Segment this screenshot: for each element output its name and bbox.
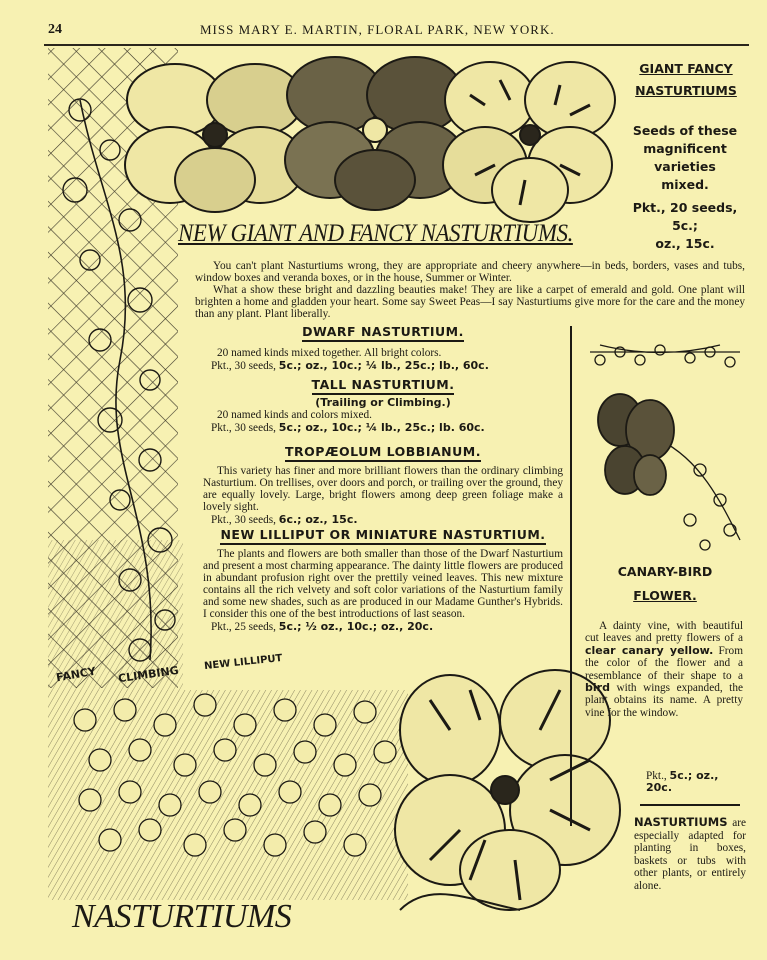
canary-description	[585, 620, 743, 719]
giant-fancy-desc-line4: mixed.	[661, 177, 709, 192]
lilliput-price-prefix: Pkt., 25 seeds,	[211, 621, 276, 633]
intro-text	[195, 260, 745, 320]
canary-title-line2: FLOWER.	[633, 588, 697, 603]
giant-fancy-desc-line3: varieties	[654, 159, 716, 174]
giant-fancy-desc-line2: magnificent	[643, 141, 727, 156]
nasturtiums-note-lead: NASTURTIUMS	[634, 815, 728, 829]
banner-title: NEW GIANT AND FANCY NASTURTIUMS.	[178, 220, 573, 247]
canary-text-a: A dainty vine, with beautiful cut leaves and pretty flowers of a	[585, 620, 743, 645]
dwarf-heading: DWARF NASTURTIUM.	[302, 324, 464, 342]
dwarf-price: 5c.; oz., 10c.; ¼ lb., 25c.; lb., 60c.	[278, 359, 489, 372]
tall-price: 5c.; oz., 10c.; ¼ lb., 25c.; lb. 60c.	[278, 421, 485, 434]
tall-subheading: (Trailing or Climbing.)	[315, 396, 451, 409]
tall-heading: TALL NASTURTIUM.	[312, 377, 455, 395]
box-left-rule	[570, 326, 572, 826]
lobbianum-section	[203, 444, 563, 526]
tall-price-prefix: Pkt., 30 seeds,	[211, 422, 276, 434]
dwarf-price-prefix: Pkt., 30 seeds,	[211, 360, 276, 372]
page-number: 24	[48, 22, 62, 37]
canary-text-bold: clear canary yellow.	[585, 643, 714, 657]
giant-fancy-title-line1: GIANT FANCY	[639, 61, 733, 76]
big-caption: NASTURTIUMS	[72, 898, 292, 935]
canary-price	[646, 770, 746, 795]
lilliput-section	[203, 527, 563, 633]
lobbianum-price: 6c.; oz., 15c.	[278, 513, 358, 526]
giant-fancy-title-line2: NASTURTIUMS	[635, 83, 737, 98]
tall-section	[203, 377, 563, 434]
canary-price-value: 5c.; oz., 20c.	[646, 769, 719, 795]
lobbianum-heading: TROPÆOLUM LOBBIANUM.	[285, 444, 481, 462]
giant-nasturtium-blooms	[125, 57, 615, 222]
lobbianum-price-prefix: Pkt., 30 seeds,	[211, 514, 276, 526]
lobbianum-text: This variety has finer and more brilliant flowers than the ordinary climbing Nasturtium. On trellises, over doors and porch, or trailing over the ground, they are equally lovely. Large, bright flowers among deep green foliage make a lovely sight.	[203, 465, 563, 513]
lilliput-price: 5c.; ½ oz., 10c.; oz., 20c.	[278, 620, 434, 633]
nasturtiums-note-text: are especially adapted for planting in boxes, baskets or tubs with other plants, or entirely alone.	[634, 817, 746, 892]
dwarf-section	[203, 324, 563, 372]
lilliput-bed-illustration	[48, 670, 620, 910]
tall-text: 20 named kinds and colors mixed.	[217, 409, 372, 421]
label-climbing: CLIMBING	[117, 663, 180, 686]
lilliput-heading: NEW LILLIPUT OR MINIATURE NASTURTIUM.	[220, 527, 545, 545]
giant-fancy-price-line3: oz., 15c.	[655, 236, 715, 251]
intro-paragraph-1: You can't plant Nasturtiums wrong, they are appropriate and cheery anywhere—in beds, borders, vases and tubs, window boxes and veranda boxes, or in the house, Summer or Winter.	[195, 260, 745, 284]
label-fancy: FANCY	[55, 664, 97, 685]
nasturtiums-note	[634, 816, 746, 893]
canary-title-line1: CANARY-BIRD	[617, 564, 713, 579]
giant-fancy-desc-line1: Seeds of these	[632, 123, 738, 138]
label-new-lilliput: NEW LILLIPUT	[203, 652, 283, 673]
canary-title	[590, 563, 740, 611]
canary-text-b: From the color of the flower and a resemblance of their shape to a	[585, 644, 743, 682]
lilliput-text: The plants and flowers are both smaller than those of the Dwarf Nasturtium and present a most charming appearance. The dainty little flowers are produced in abundant profusion right over the prettily veined leaves. This new mixture contains all the rich velvety and soft color variations of the Nasturtium family and some new shades, such as are produced in our Madame Gunther's Hybrids. I consider this one of the best introductions of last season.	[203, 548, 563, 620]
intro-paragraph-2: What a show these bright and dazzling beauties make! They are like a carpet of emerald and gold. One plant will brighten a home and gladden your heart. Some say Sweet Peas—I say Nasturtiums give more for the care and the money than any plant. Plant liberally.	[195, 284, 745, 320]
canary-price-prefix: Pkt.,	[646, 770, 667, 782]
running-head: MISS MARY E. MARTIN, FLORAL PARK, NEW YORK.	[200, 22, 555, 37]
short-rule	[640, 804, 740, 806]
dwarf-text: 20 named kinds mixed together. All bright colors.	[217, 347, 442, 359]
canary-bird-flower-illustration	[590, 345, 740, 550]
giant-fancy-description	[620, 122, 750, 253]
giant-fancy-price-line2: 5c.;	[672, 218, 698, 233]
giant-fancy-price-line1: Pkt., 20 seeds,	[632, 200, 738, 215]
canary-text-bold2: bird	[585, 681, 610, 695]
canary-text-c: with wings expanded, the plant obtains its name. A pretty vine for the window.	[585, 682, 743, 719]
giant-fancy-title	[624, 60, 748, 104]
